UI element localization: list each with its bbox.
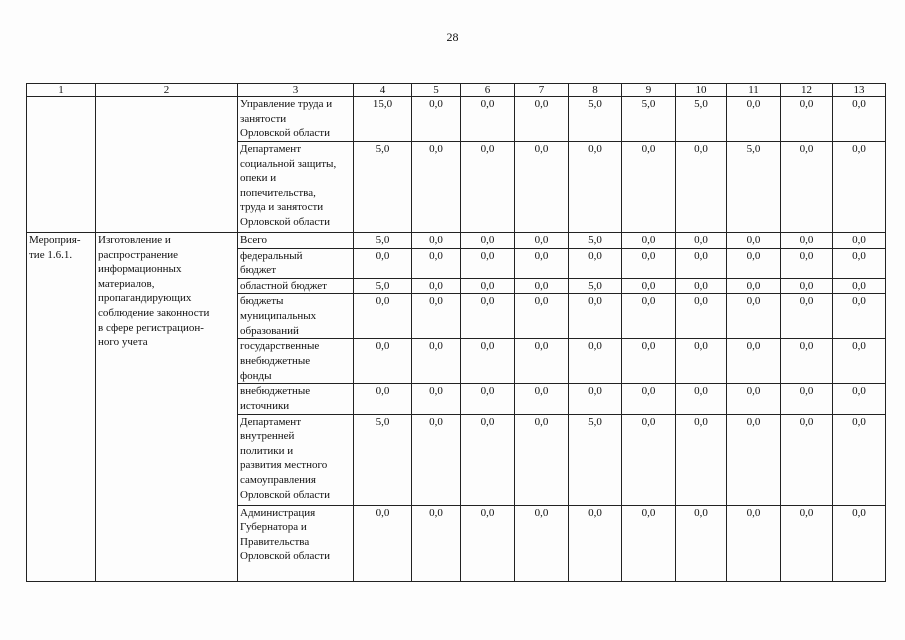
value-cell: 0,0 (354, 339, 412, 384)
value-cell: 0,0 (461, 248, 515, 278)
value-cell: 0,0 (727, 339, 781, 384)
value-cell: 0,0 (461, 414, 515, 505)
value-cell: 0,0 (515, 248, 569, 278)
value-cell: 0,0 (412, 339, 461, 384)
funding-source-cell: Департамент внутренней политики и развития местного самоуправления Орловской области (238, 414, 354, 505)
value-cell: 0,0 (515, 278, 569, 294)
value-cell: 0,0 (676, 142, 727, 233)
header-cell: 12 (781, 84, 833, 97)
value-cell: 0,0 (461, 505, 515, 581)
value-cell: 0,0 (676, 294, 727, 339)
value-cell: 0,0 (412, 97, 461, 142)
value-cell: 0,0 (781, 233, 833, 249)
value-cell: 0,0 (781, 414, 833, 505)
value-cell: 0,0 (781, 248, 833, 278)
funding-source-cell: Управление труда и занятости Орловской области (238, 97, 354, 142)
value-cell: 0,0 (515, 142, 569, 233)
value-cell: 0,0 (412, 233, 461, 249)
empty-code-cell (27, 97, 96, 233)
funding-source-cell: Всего (238, 233, 354, 249)
value-cell: 0,0 (515, 339, 569, 384)
value-cell: 0,0 (412, 248, 461, 278)
value-cell: 0,0 (461, 384, 515, 414)
page-number: 28 (446, 30, 459, 44)
header-cell: 1 (27, 84, 96, 97)
value-cell: 0,0 (622, 278, 676, 294)
value-cell: 0,0 (781, 278, 833, 294)
value-cell: 0,0 (412, 294, 461, 339)
measure-code-cell: Мероприя- тие 1.6.1. (27, 233, 96, 582)
value-cell: 0,0 (354, 248, 412, 278)
value-cell: 0,0 (622, 294, 676, 339)
value-cell: 0,0 (781, 505, 833, 581)
value-cell: 0,0 (461, 339, 515, 384)
value-cell: 0,0 (622, 339, 676, 384)
value-cell: 0,0 (569, 339, 622, 384)
value-cell: 0,0 (833, 278, 886, 294)
value-cell: 0,0 (833, 248, 886, 278)
budget-table (26, 83, 886, 582)
value-cell: 0,0 (515, 97, 569, 142)
value-cell: 5,0 (569, 233, 622, 249)
value-cell: 0,0 (461, 294, 515, 339)
header-cell: 9 (622, 84, 676, 97)
funding-source-cell: областной бюджет (238, 278, 354, 294)
value-cell: 5,0 (569, 414, 622, 505)
value-cell: 0,0 (515, 294, 569, 339)
value-cell: 0,0 (781, 339, 833, 384)
value-cell: 5,0 (622, 97, 676, 142)
value-cell: 0,0 (461, 278, 515, 294)
value-cell: 5,0 (569, 278, 622, 294)
value-cell: 0,0 (676, 248, 727, 278)
value-cell: 0,0 (727, 278, 781, 294)
value-cell: 0,0 (833, 97, 886, 142)
value-cell: 5,0 (354, 233, 412, 249)
value-cell: 0,0 (622, 384, 676, 414)
value-cell: 0,0 (569, 142, 622, 233)
value-cell: 0,0 (354, 384, 412, 414)
value-cell: 0,0 (622, 414, 676, 505)
header-cell: 13 (833, 84, 886, 97)
funding-source-cell: бюджеты муниципальных образований (238, 294, 354, 339)
value-cell: 0,0 (412, 384, 461, 414)
value-cell: 0,0 (833, 233, 886, 249)
value-cell: 0,0 (781, 294, 833, 339)
table-row (27, 97, 886, 142)
value-cell: 0,0 (461, 233, 515, 249)
value-cell: 0,0 (412, 414, 461, 505)
value-cell: 0,0 (412, 505, 461, 581)
value-cell: 0,0 (727, 505, 781, 581)
header-row (27, 84, 886, 97)
value-cell: 0,0 (727, 414, 781, 505)
value-cell: 0,0 (833, 384, 886, 414)
value-cell: 0,0 (781, 142, 833, 233)
value-cell: 0,0 (461, 142, 515, 233)
value-cell: 0,0 (833, 414, 886, 505)
value-cell: 0,0 (622, 233, 676, 249)
value-cell: 0,0 (781, 97, 833, 142)
funding-source-cell: государственные внебюджетные фонды (238, 339, 354, 384)
value-cell: 0,0 (833, 339, 886, 384)
header-cell: 11 (727, 84, 781, 97)
value-cell: 5,0 (354, 142, 412, 233)
value-cell: 0,0 (569, 505, 622, 581)
value-cell: 0,0 (622, 142, 676, 233)
value-cell: 0,0 (676, 505, 727, 581)
value-cell: 0,0 (727, 233, 781, 249)
value-cell: 0,0 (354, 294, 412, 339)
value-cell: 0,0 (569, 384, 622, 414)
header-cell: 5 (412, 84, 461, 97)
value-cell: 0,0 (569, 294, 622, 339)
funding-source-cell: федеральный бюджет (238, 248, 354, 278)
value-cell: 0,0 (727, 248, 781, 278)
header-cell: 7 (515, 84, 569, 97)
header-cell: 3 (238, 84, 354, 97)
value-cell: 0,0 (676, 339, 727, 384)
value-cell: 15,0 (354, 97, 412, 142)
value-cell: 0,0 (622, 505, 676, 581)
value-cell: 0,0 (676, 384, 727, 414)
empty-name-cell (96, 97, 238, 233)
value-cell: 5,0 (676, 97, 727, 142)
funding-source-cell: Департамент социальной защиты, опеки и попечительства, труда и занятости Орловской области (238, 142, 354, 233)
value-cell: 0,0 (515, 505, 569, 581)
table-row (27, 233, 886, 249)
value-cell: 5,0 (354, 278, 412, 294)
value-cell: 0,0 (727, 294, 781, 339)
value-cell: 0,0 (727, 97, 781, 142)
value-cell: 0,0 (622, 248, 676, 278)
header-cell: 8 (569, 84, 622, 97)
value-cell: 0,0 (833, 142, 886, 233)
value-cell: 0,0 (727, 384, 781, 414)
header-cell: 6 (461, 84, 515, 97)
value-cell: 0,0 (461, 97, 515, 142)
value-cell: 0,0 (515, 414, 569, 505)
header-cell: 2 (96, 84, 238, 97)
value-cell: 0,0 (569, 248, 622, 278)
value-cell: 0,0 (515, 384, 569, 414)
funding-source-cell: внебюджетные источники (238, 384, 354, 414)
value-cell: 0,0 (354, 505, 412, 581)
funding-source-cell: Администрация Губернатора и Правительства Орловской области (238, 505, 354, 581)
value-cell: 0,0 (833, 505, 886, 581)
value-cell: 5,0 (354, 414, 412, 505)
value-cell: 0,0 (833, 294, 886, 339)
value-cell: 0,0 (676, 414, 727, 505)
value-cell: 5,0 (569, 97, 622, 142)
value-cell: 0,0 (781, 384, 833, 414)
value-cell: 0,0 (676, 233, 727, 249)
header-cell: 4 (354, 84, 412, 97)
value-cell: 0,0 (412, 142, 461, 233)
header-cell: 10 (676, 84, 727, 97)
value-cell: 0,0 (676, 278, 727, 294)
value-cell: 5,0 (727, 142, 781, 233)
value-cell: 0,0 (515, 233, 569, 249)
measure-name-cell: Изготовление и распространение информационных материалов, пропагандирующих соблюдение законности в сфере регистрацион- ного учета (96, 233, 238, 582)
value-cell: 0,0 (412, 278, 461, 294)
